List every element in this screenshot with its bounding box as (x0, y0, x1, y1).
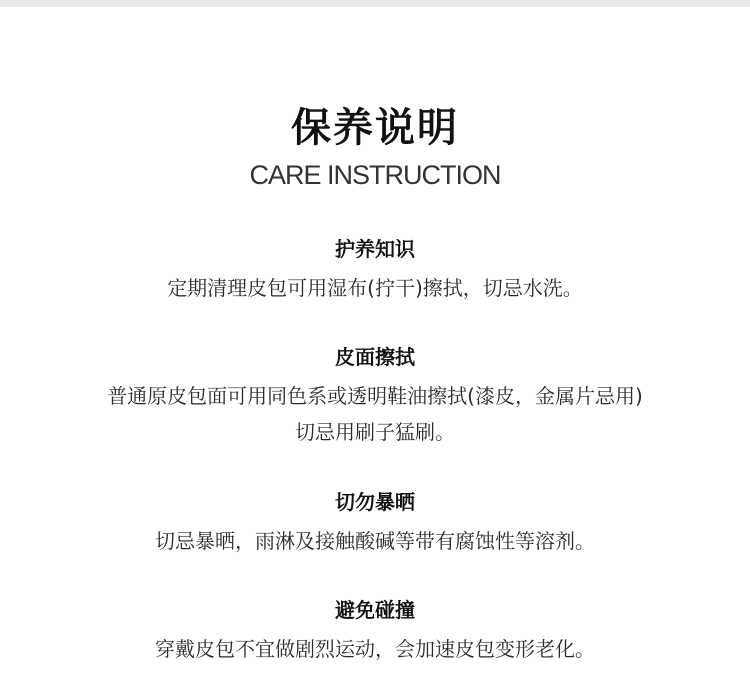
section-text-line: 穿戴皮包不宜做剧烈运动，会加速皮包变形老化。 (155, 637, 595, 661)
top-divider-bar (0, 0, 750, 7)
section-body (0, 378, 750, 450)
care-section-knowledge (0, 234, 750, 306)
section-body (0, 270, 750, 306)
section-heading: 避免碰撞 (335, 598, 415, 622)
section-body (0, 523, 750, 559)
page-title: 保养说明 (291, 105, 459, 151)
section-text-line: 切忌暴晒，雨淋及接触酸碱等带有腐蚀性等溶剂。 (155, 529, 595, 553)
care-section-wiping (0, 342, 750, 450)
care-section-sunlight (0, 487, 750, 559)
section-heading: 皮面擦拭 (335, 345, 415, 369)
section-heading: 护养知识 (335, 237, 415, 261)
section-text-line: 普通原皮包面可用同色系或透明鞋油擦拭(漆皮，金属片忌用) (107, 384, 643, 408)
section-text-line: 定期清理皮包可用湿布(拧干)擦拭，切忌水洗。 (167, 276, 583, 300)
section-body (0, 631, 750, 667)
section-text-line: 切忌用刷子猛刷。 (295, 420, 455, 444)
page-subtitle: CARE INSTRUCTION (249, 160, 501, 190)
section-heading: 切勿暴晒 (335, 490, 415, 514)
care-section-collision (0, 595, 750, 667)
